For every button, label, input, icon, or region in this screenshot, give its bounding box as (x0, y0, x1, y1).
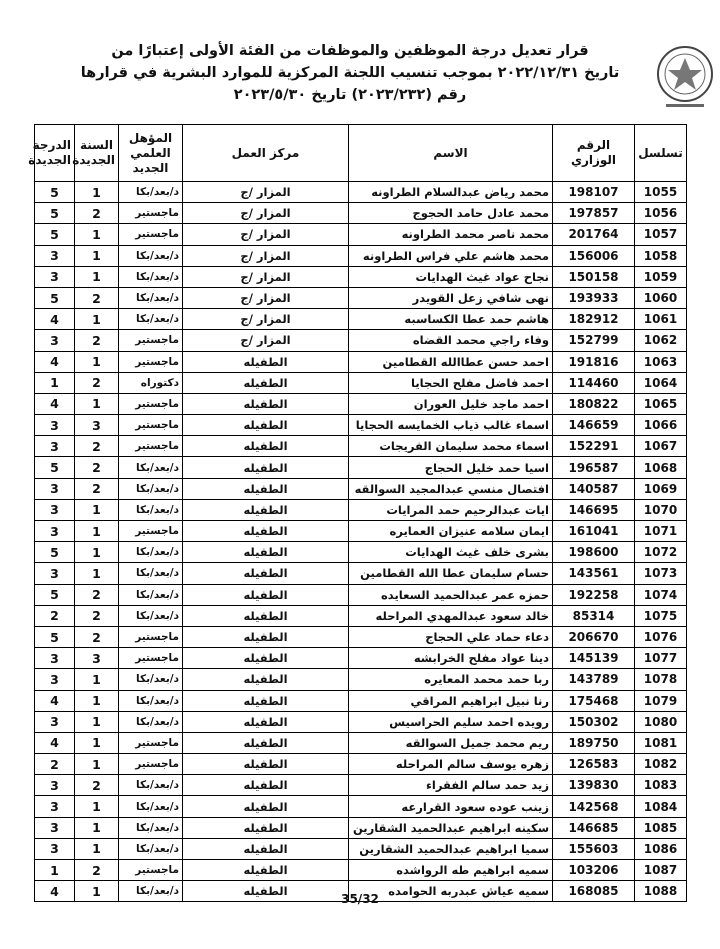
cell-serial: 1055 (635, 182, 687, 203)
cell-grade: 5 (35, 224, 75, 245)
cell-id: 103206 (553, 860, 635, 881)
cell-name: نهى شافي زعل القويدر (349, 287, 553, 308)
cell-qual: ماجستير (119, 330, 183, 351)
cell-work: الطفيله (183, 775, 349, 796)
cell-qual: ماجستير (119, 393, 183, 414)
cell-id: 145139 (553, 648, 635, 669)
cell-serial: 1080 (635, 711, 687, 732)
cell-qual: د/بعد/بكا (119, 669, 183, 690)
cell-work: الطفيله (183, 563, 349, 584)
cell-grade: 3 (35, 330, 75, 351)
cell-serial: 1085 (635, 817, 687, 838)
cell-name: زيد حمد سالم الفقراء (349, 775, 553, 796)
cell-serial: 1087 (635, 860, 687, 881)
table-row (35, 796, 687, 817)
cell-serial: 1064 (635, 372, 687, 393)
table-row (35, 521, 687, 542)
cell-id: 206670 (553, 626, 635, 647)
cell-id: 143561 (553, 563, 635, 584)
cell-year: 3 (75, 415, 119, 436)
cell-year: 1 (75, 838, 119, 859)
cell-id: 197857 (553, 203, 635, 224)
cell-id: 168085 (553, 881, 635, 902)
table-row (35, 499, 687, 520)
table-row (35, 669, 687, 690)
cell-year: 1 (75, 711, 119, 732)
header-serial: تسلسل (635, 125, 687, 182)
cell-work: المزار /ج (183, 287, 349, 308)
cell-name: سميا ابراهيم عبدالحميد الشقارين (349, 838, 553, 859)
cell-serial: 1072 (635, 542, 687, 563)
cell-name: بشرى خلف غيث الهدايات (349, 542, 553, 563)
cell-id: 192258 (553, 584, 635, 605)
page-number: 35/32 (341, 892, 379, 906)
cell-qual: د/بعد/بكا (119, 881, 183, 902)
cell-id: 139830 (553, 775, 635, 796)
cell-year: 1 (75, 690, 119, 711)
cell-year: 2 (75, 457, 119, 478)
cell-id: 198107 (553, 182, 635, 203)
cell-grade: 4 (35, 351, 75, 372)
cell-name: نجاح عواد غيث الهدايات (349, 266, 553, 287)
cell-serial: 1059 (635, 266, 687, 287)
cell-work: الطفيله (183, 669, 349, 690)
cell-grade: 4 (35, 881, 75, 902)
cell-work: المزار /ج (183, 203, 349, 224)
table-row (35, 860, 687, 881)
cell-qual: ماجستير (119, 415, 183, 436)
table-row (35, 732, 687, 753)
cell-qual: د/بعد/بكا (119, 775, 183, 796)
cell-id: 152799 (553, 330, 635, 351)
cell-name: سميه عياش عبدربه الحوامده (349, 881, 553, 902)
cell-qual: د/بعد/بكا (119, 605, 183, 626)
cell-grade: 3 (35, 478, 75, 499)
cell-year: 1 (75, 393, 119, 414)
cell-qual: د/بعد/بكا (119, 817, 183, 838)
header-work: مركز العمل (183, 125, 349, 182)
cell-work: الطفيله (183, 754, 349, 775)
cell-grade: 4 (35, 732, 75, 753)
cell-serial: 1061 (635, 309, 687, 330)
cell-grade: 3 (35, 775, 75, 796)
cell-grade: 3 (35, 436, 75, 457)
cell-qual: ماجستير (119, 860, 183, 881)
cell-name: محمد ناصر محمد الطراونه (349, 224, 553, 245)
cell-work: الطفيله (183, 711, 349, 732)
cell-name: حسام سليمان عطا الله القطامين (349, 563, 553, 584)
table-row (35, 372, 687, 393)
cell-name: خالد سعود عبدالمهدي المراحله (349, 605, 553, 626)
cell-id: 175468 (553, 690, 635, 711)
cell-year: 1 (75, 563, 119, 584)
cell-work: الطفيله (183, 542, 349, 563)
cell-year: 1 (75, 499, 119, 520)
table-row (35, 224, 687, 245)
cell-grade: 3 (35, 563, 75, 584)
cell-name: ايات عبدالرحيم حمد المرايات (349, 499, 553, 520)
cell-serial: 1056 (635, 203, 687, 224)
cell-qual: د/بعد/بكا (119, 542, 183, 563)
cell-grade: 4 (35, 309, 75, 330)
cell-name: اسماء محمد سليمان الفريجات (349, 436, 553, 457)
cell-id: 126583 (553, 754, 635, 775)
table-row (35, 203, 687, 224)
cell-name: محمد رياض عبدالسلام الطراونه (349, 182, 553, 203)
cell-grade: 3 (35, 415, 75, 436)
cell-grade: 5 (35, 626, 75, 647)
cell-name: افتصال منسي عبدالمجيد السوالقه (349, 478, 553, 499)
cell-grade: 4 (35, 690, 75, 711)
cell-qual: ماجستير (119, 754, 183, 775)
cell-serial: 1073 (635, 563, 687, 584)
cell-serial: 1074 (635, 584, 687, 605)
cell-grade: 3 (35, 669, 75, 690)
table-row (35, 626, 687, 647)
cell-name: احمد حسن عطاالله القطامين (349, 351, 553, 372)
cell-serial: 1066 (635, 415, 687, 436)
cell-serial: 1065 (635, 393, 687, 414)
cell-year: 1 (75, 266, 119, 287)
cell-year: 2 (75, 860, 119, 881)
title-line-2: تاريخ ٢٠٢٢/١٢/٣١ بموجب تنسيب اللجنة المركزية للموارد البشرية في قرارها (80, 65, 620, 81)
cell-grade: 4 (35, 393, 75, 414)
cell-name: ريم محمد جميل السوالقه (349, 732, 553, 753)
cell-serial: 1078 (635, 669, 687, 690)
table-row (35, 817, 687, 838)
cell-name: اسيا حمد خليل الحجاج (349, 457, 553, 478)
cell-qual: د/بعد/بكا (119, 245, 183, 266)
cell-year: 1 (75, 309, 119, 330)
header-year: السنة الجديدة (75, 125, 119, 182)
table-row (35, 711, 687, 732)
table-row (35, 436, 687, 457)
cell-qual: د/بعد/بكا (119, 309, 183, 330)
cell-work: المزار /ج (183, 224, 349, 245)
cell-serial: 1086 (635, 838, 687, 859)
cell-qual: ماجستير (119, 626, 183, 647)
cell-qual: د/بعد/بكا (119, 690, 183, 711)
cell-name: زينب عوده سعود القرارعه (349, 796, 553, 817)
cell-serial: 1077 (635, 648, 687, 669)
table-row (35, 330, 687, 351)
header-id: الرقم الوزاري (553, 125, 635, 182)
cell-id: 142568 (553, 796, 635, 817)
cell-id: 191816 (553, 351, 635, 372)
cell-id: 155603 (553, 838, 635, 859)
title-line-1: قرار تعديل درجة الموظفين والموظفات من الفئة الأولى إعتبارًا من (111, 43, 589, 59)
cell-work: الطفيله (183, 457, 349, 478)
cell-work: الطفيله (183, 881, 349, 902)
cell-qual: د/بعد/بكا (119, 182, 183, 203)
cell-qual: د/بعد/بكا (119, 711, 183, 732)
cell-qual: د/بعد/بكا (119, 838, 183, 859)
cell-work: الطفيله (183, 521, 349, 542)
cell-id: 198600 (553, 542, 635, 563)
cell-qual: د/بعد/بكا (119, 584, 183, 605)
table-row (35, 351, 687, 372)
cell-year: 1 (75, 542, 119, 563)
table-row (35, 309, 687, 330)
cell-name: رنا نبيل ابراهيم المراقي (349, 690, 553, 711)
cell-name: زهره يوسف سالم المراحله (349, 754, 553, 775)
cell-qual: د/بعد/بكا (119, 287, 183, 308)
cell-id: 193933 (553, 287, 635, 308)
table-row (35, 478, 687, 499)
table-row (35, 775, 687, 796)
cell-serial: 1058 (635, 245, 687, 266)
cell-serial: 1076 (635, 626, 687, 647)
cell-year: 2 (75, 775, 119, 796)
cell-work: الطفيله (183, 838, 349, 859)
cell-id: 143789 (553, 669, 635, 690)
cell-qual: ماجستير (119, 351, 183, 372)
cell-serial: 1075 (635, 605, 687, 626)
header-grade: الدرجة الجديدة (35, 125, 75, 182)
table-row (35, 542, 687, 563)
cell-grade: 5 (35, 182, 75, 203)
cell-name: دعاء حماد علي الحجاج (349, 626, 553, 647)
cell-name: دينا عواد مفلح الخرابشه (349, 648, 553, 669)
cell-serial: 1081 (635, 732, 687, 753)
cell-work: الطفيله (183, 499, 349, 520)
cell-name: ربا حمد محمد المعايره (349, 669, 553, 690)
cell-id: 180822 (553, 393, 635, 414)
cell-serial: 1079 (635, 690, 687, 711)
cell-serial: 1067 (635, 436, 687, 457)
cell-id: 146685 (553, 817, 635, 838)
cell-qual: د/بعد/بكا (119, 457, 183, 478)
document-header (40, 40, 660, 118)
cell-serial: 1088 (635, 881, 687, 902)
cell-grade: 2 (35, 754, 75, 775)
cell-work: الطفيله (183, 690, 349, 711)
cell-name: اسماء غالب ذياب الخمايسه الحجايا (349, 415, 553, 436)
cell-year: 2 (75, 605, 119, 626)
cell-id: 146659 (553, 415, 635, 436)
title-line-3: رقم (٢٠٢٣/٢٣٢) تاريخ ٢٠٢٣/٥/٣٠ (233, 87, 467, 103)
cell-grade: 3 (35, 817, 75, 838)
cell-id: 150158 (553, 266, 635, 287)
cell-id: 161041 (553, 521, 635, 542)
cell-name: رويده احمد سليم الحراسيس (349, 711, 553, 732)
cell-year: 1 (75, 351, 119, 372)
table-row (35, 584, 687, 605)
cell-year: 2 (75, 436, 119, 457)
cell-work: الطفيله (183, 351, 349, 372)
header-name: الاسم (349, 125, 553, 182)
cell-id: 189750 (553, 732, 635, 753)
cell-qual: ماجستير (119, 732, 183, 753)
cell-serial: 1057 (635, 224, 687, 245)
cell-year: 1 (75, 881, 119, 902)
cell-name: محمد هاشم علي فراس الطراونه (349, 245, 553, 266)
cell-work: الطفيله (183, 648, 349, 669)
cell-year: 2 (75, 203, 119, 224)
cell-id: 150302 (553, 711, 635, 732)
cell-name: احمد فاضل مفلح الحجايا (349, 372, 553, 393)
cell-qual: د/بعد/بكا (119, 563, 183, 584)
cell-year: 1 (75, 796, 119, 817)
cell-id: 114460 (553, 372, 635, 393)
table-row (35, 648, 687, 669)
cell-work: الطفيله (183, 436, 349, 457)
cell-serial: 1069 (635, 478, 687, 499)
cell-grade: 3 (35, 796, 75, 817)
cell-qual: ماجستير (119, 436, 183, 457)
cell-year: 2 (75, 584, 119, 605)
cell-serial: 1068 (635, 457, 687, 478)
cell-work: الطفيله (183, 605, 349, 626)
table-row (35, 182, 687, 203)
table-row (35, 754, 687, 775)
table-row (35, 457, 687, 478)
cell-year: 1 (75, 732, 119, 753)
table-header-row (35, 125, 687, 182)
cell-year: 1 (75, 182, 119, 203)
cell-serial: 1083 (635, 775, 687, 796)
cell-name: حمزه عمر عبدالحميد السعايده (349, 584, 553, 605)
cell-grade: 3 (35, 499, 75, 520)
cell-id: 196587 (553, 457, 635, 478)
cell-name: وفاء راجي محمد القضاه (349, 330, 553, 351)
cell-year: 1 (75, 754, 119, 775)
cell-work: الطفيله (183, 817, 349, 838)
table-row (35, 415, 687, 436)
cell-id: 201764 (553, 224, 635, 245)
table-row (35, 393, 687, 414)
cell-work: الطفيله (183, 796, 349, 817)
cell-qual: د/بعد/بكا (119, 499, 183, 520)
cell-year: 2 (75, 626, 119, 647)
table-row (35, 605, 687, 626)
table-row (35, 563, 687, 584)
cell-work: المزار /ج (183, 330, 349, 351)
cell-work: الطفيله (183, 732, 349, 753)
cell-id: 85314 (553, 605, 635, 626)
cell-name: احمد ماجد خليل العوران (349, 393, 553, 414)
cell-year: 1 (75, 245, 119, 266)
table-row (35, 245, 687, 266)
cell-work: الطفيله (183, 860, 349, 881)
cell-serial: 1070 (635, 499, 687, 520)
cell-qual: د/بعد/بكا (119, 266, 183, 287)
cell-work: المزار /ج (183, 266, 349, 287)
cell-name: سكينه ابراهيم عبدالحميد الشقارين (349, 817, 553, 838)
table-row (35, 838, 687, 859)
cell-grade: 3 (35, 521, 75, 542)
decision-title (40, 40, 660, 118)
cell-grade: 3 (35, 266, 75, 287)
cell-year: 1 (75, 521, 119, 542)
cell-name: محمد عادل حامد الحجوج (349, 203, 553, 224)
cell-year: 2 (75, 330, 119, 351)
cell-grade: 3 (35, 648, 75, 669)
cell-year: 2 (75, 372, 119, 393)
cell-work: المزار /ج (183, 182, 349, 203)
cell-id: 140587 (553, 478, 635, 499)
cell-year: 3 (75, 648, 119, 669)
cell-qual: ماجستير (119, 648, 183, 669)
cell-qual: د/بعد/بكا (119, 478, 183, 499)
cell-work: الطفيله (183, 478, 349, 499)
cell-name: هاشم حمد عطا الكساسبه (349, 309, 553, 330)
cell-year: 1 (75, 224, 119, 245)
table-body (35, 182, 687, 902)
employee-table (28, 124, 687, 902)
cell-grade: 3 (35, 245, 75, 266)
cell-year: 2 (75, 478, 119, 499)
cell-qual: د/بعد/بكا (119, 796, 183, 817)
cell-name: ايمان سلامه عنيزان العمايره (349, 521, 553, 542)
cell-name: سميه ابراهيم طه الرواشده (349, 860, 553, 881)
cell-serial: 1071 (635, 521, 687, 542)
cell-work: الطفيله (183, 626, 349, 647)
cell-grade: 1 (35, 860, 75, 881)
cell-work: المزار /ج (183, 309, 349, 330)
cell-work: الطفيله (183, 584, 349, 605)
cell-year: 1 (75, 669, 119, 690)
cell-id: 146695 (553, 499, 635, 520)
cell-grade: 3 (35, 838, 75, 859)
cell-serial: 1062 (635, 330, 687, 351)
cell-grade: 5 (35, 457, 75, 478)
cell-grade: 2 (35, 605, 75, 626)
cell-serial: 1060 (635, 287, 687, 308)
header-qual: المؤهل العلمي الجديد (119, 125, 183, 182)
cell-id: 152291 (553, 436, 635, 457)
cell-work: الطفيله (183, 372, 349, 393)
cell-qual: ماجستير (119, 224, 183, 245)
cell-year: 2 (75, 287, 119, 308)
ministry-seal-icon (654, 40, 716, 118)
cell-id: 156006 (553, 245, 635, 266)
table-row (35, 266, 687, 287)
cell-qual: دكتوراه (119, 372, 183, 393)
cell-grade: 1 (35, 372, 75, 393)
cell-grade: 5 (35, 542, 75, 563)
cell-work: الطفيله (183, 393, 349, 414)
cell-id: 182912 (553, 309, 635, 330)
cell-qual: ماجستير (119, 203, 183, 224)
cell-grade: 5 (35, 203, 75, 224)
table-row (35, 690, 687, 711)
cell-serial: 1084 (635, 796, 687, 817)
cell-qual: ماجستير (119, 521, 183, 542)
cell-grade: 3 (35, 711, 75, 732)
cell-work: المزار /ج (183, 245, 349, 266)
cell-grade: 5 (35, 584, 75, 605)
table-row (35, 287, 687, 308)
cell-year: 1 (75, 817, 119, 838)
cell-work: الطفيله (183, 415, 349, 436)
cell-serial: 1082 (635, 754, 687, 775)
cell-serial: 1063 (635, 351, 687, 372)
cell-grade: 5 (35, 287, 75, 308)
